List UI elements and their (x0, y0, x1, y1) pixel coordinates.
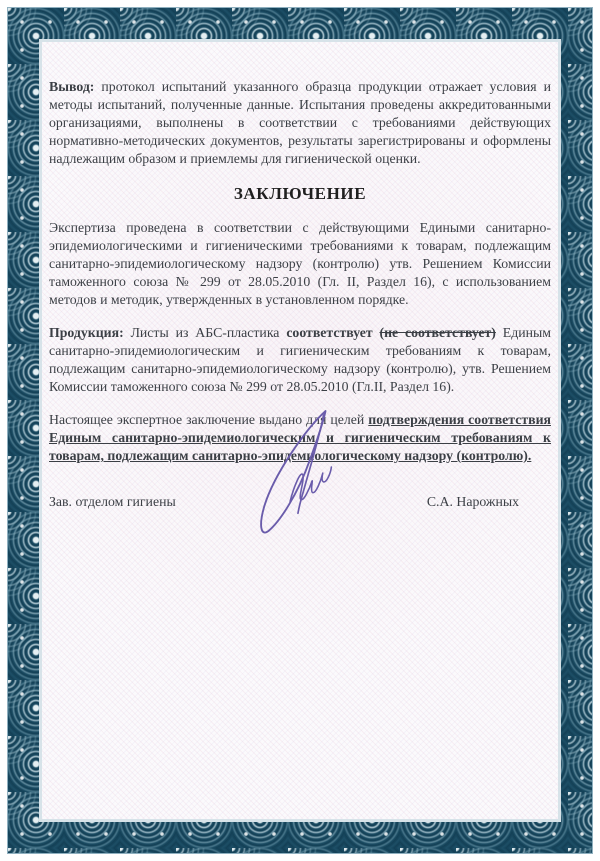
text-segment: Листы из АБС-пластика (123, 325, 287, 340)
document-title: ЗАКЛЮЧЕНИЕ (233, 184, 367, 203)
text-segment: Вывод: (49, 79, 95, 94)
text-segment: Продукция: (49, 325, 124, 340)
text-segment: (не соответствует) (379, 325, 496, 340)
signature-row (49, 493, 551, 511)
text-segment: соответствует (286, 325, 373, 340)
paragraph-product-compliance (49, 324, 551, 396)
paragraph-expertise-basis (49, 219, 551, 309)
text-segment: протокол испытаний указанного образца продукции отражает условия и методы испытаний, полученные данные. Испытания проведены аккредитованными организациями, выполнены в соответствии с требованиями действующих нормативно-методических документов, результаты зарегистрированы и оформлены надлежащим образом и приемлемы для гигиенической оценки. (49, 79, 551, 166)
signatory-name-label: С.А. Нарожных (426, 494, 519, 509)
text-segment: Единым санитарно-эпидемиологическим и гигиеническим требованиям к товарам, подлежащим санитарно-эпидемиологическому надзору (контролю), утв. Решением Комиссии таможенного союза № 299 от 28.05.2010 (Гл.II, Раздел 16). (49, 325, 551, 394)
document-body (42, 42, 558, 511)
signatory-position-label: Зав. отделом гигиены (49, 494, 176, 509)
certificate-paper (42, 42, 558, 819)
text-segment: Экспертиза проведена в соответствии с действующими Едиными санитарно-эпидемиологическими и гигиеническими требованиями к товарам, подлежащим санитарно-эпидемиологическому надзору (контролю) утв. Решением Комиссии таможенного союза № 299 от 28.05.2010 (Гл. II, Раздел 16), с использованием методов и методик, утвержденных в установленном порядке. (49, 220, 551, 307)
paragraph-conclusion-summary (49, 78, 551, 168)
text-segment: подтверждения соответствия Единым санитарно-эпидемиологическим и гигиеническим требованиям к товарам, подлежащим санитарно-эпидемиологическому надзору (контролю). (49, 412, 551, 463)
text-segment: Настоящее экспертное заключение выдано для целей (49, 412, 369, 427)
paragraph-issuance-purpose (49, 411, 551, 465)
